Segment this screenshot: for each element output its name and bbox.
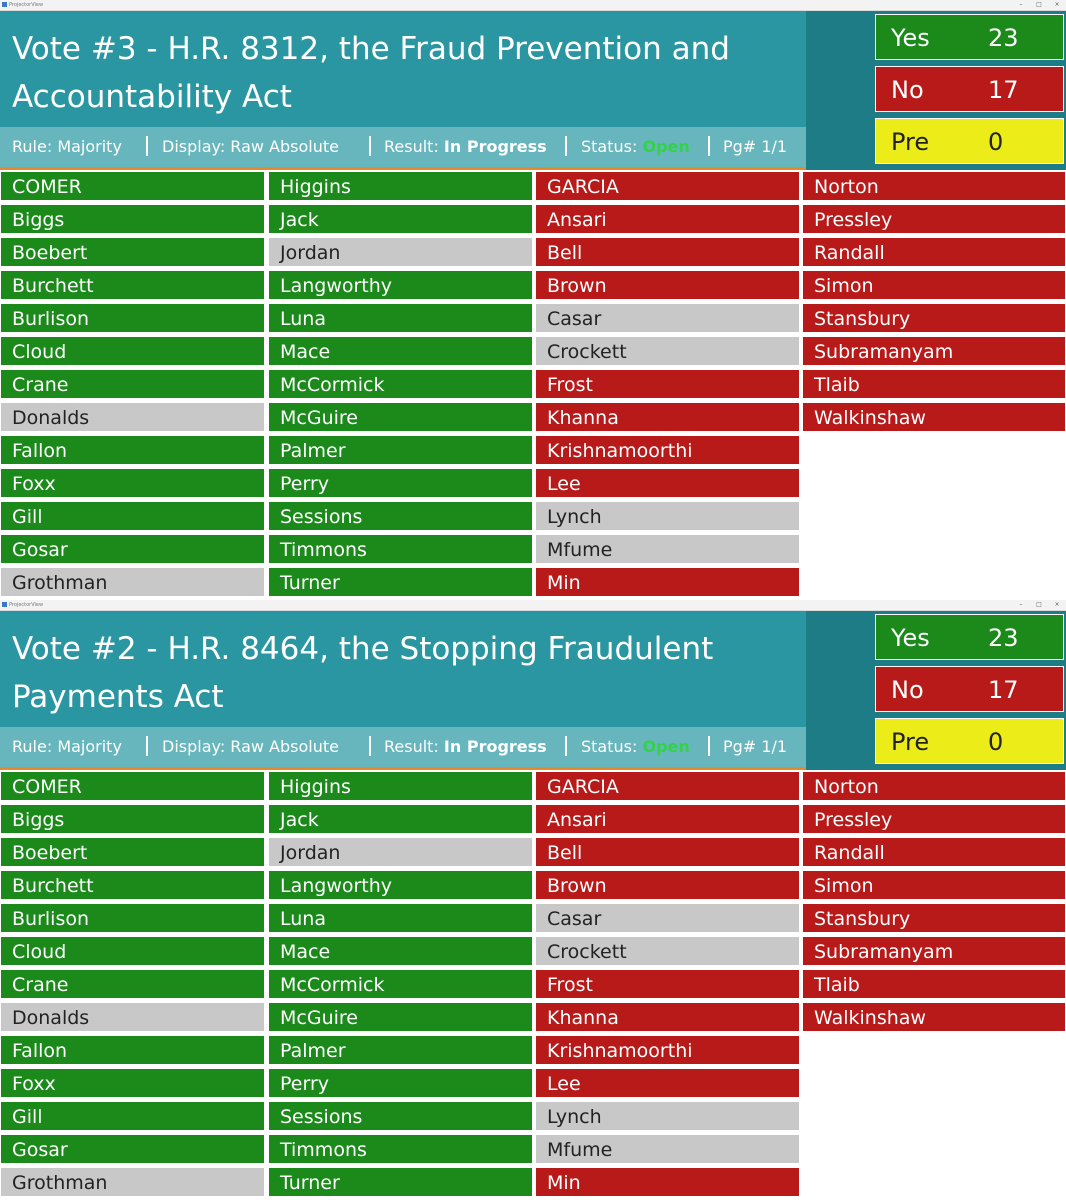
status-bar bbox=[0, 127, 806, 170]
present-tally-label: Pre bbox=[891, 728, 930, 756]
member-vote-cell: Crockett bbox=[535, 336, 800, 366]
status-separator bbox=[146, 136, 148, 156]
vote-status-info bbox=[581, 127, 690, 167]
vote-header bbox=[0, 611, 1066, 770]
status-separator bbox=[708, 136, 710, 156]
member-vote-cell: Luna bbox=[268, 303, 533, 333]
member-vote-cell: Walkinshaw bbox=[802, 1002, 1066, 1032]
window-titlebar bbox=[0, 600, 1066, 611]
member-vote-cell: McGuire bbox=[268, 402, 533, 432]
yes-tally-count: 23 bbox=[988, 24, 1019, 52]
yes-tally-label: Yes bbox=[891, 624, 930, 652]
member-vote-cell: Pressley bbox=[802, 204, 1066, 234]
member-vote-cell: Burchett bbox=[0, 270, 265, 300]
no-tally bbox=[875, 66, 1064, 112]
present-tally-count: 0 bbox=[988, 728, 1004, 756]
member-vote-cell: Higgins bbox=[268, 171, 533, 201]
member-vote-cell: Khanna bbox=[535, 1002, 800, 1032]
member-vote-cell: Mace bbox=[268, 936, 533, 966]
no-tally-count: 17 bbox=[988, 76, 1019, 104]
member-vote-cell: Palmer bbox=[268, 1035, 533, 1065]
member-vote-cell: Casar bbox=[535, 303, 800, 333]
member-vote-cell: Boebert bbox=[0, 837, 265, 867]
maximize-icon[interactable]: □ bbox=[1036, 1, 1042, 8]
member-vote-cell: Perry bbox=[268, 468, 533, 498]
status-bar bbox=[0, 727, 806, 770]
member-vote-cell: Gosar bbox=[0, 1134, 265, 1164]
member-vote-cell: Randall bbox=[802, 837, 1066, 867]
member-vote-cell: Lynch bbox=[535, 1101, 800, 1131]
status-separator bbox=[369, 136, 371, 156]
display-info bbox=[162, 127, 339, 167]
member-vote-cell: Randall bbox=[802, 237, 1066, 267]
member-vote-cell: Fallon bbox=[0, 1035, 265, 1065]
minimize-icon[interactable]: – bbox=[1019, 601, 1023, 608]
member-vote-cell: Tlaib bbox=[802, 369, 1066, 399]
member-vote-cell: Pressley bbox=[802, 804, 1066, 834]
status-label: Status: bbox=[581, 737, 638, 756]
yes-tally bbox=[875, 614, 1064, 660]
status-label: Status: bbox=[581, 137, 638, 156]
vote-window bbox=[0, 600, 1066, 1200]
yes-tally-count: 23 bbox=[988, 624, 1019, 652]
member-vote-cell: COMER bbox=[0, 171, 265, 201]
member-vote-cell: Mfume bbox=[535, 1134, 800, 1164]
status-value: Open bbox=[642, 137, 690, 156]
app-icon bbox=[2, 602, 7, 607]
member-vote-cell: McCormick bbox=[268, 369, 533, 399]
title-panel bbox=[0, 11, 806, 127]
member-vote-cell: Biggs bbox=[0, 204, 265, 234]
member-vote-cell: GARCIA bbox=[535, 171, 800, 201]
vote-header bbox=[0, 11, 1066, 170]
member-vote-cell: Brown bbox=[535, 270, 800, 300]
member-vote-cell: COMER bbox=[0, 771, 265, 801]
close-icon[interactable]: × bbox=[1054, 601, 1060, 608]
member-vote-cell: Lee bbox=[535, 468, 800, 498]
display-value: Raw Absolute bbox=[230, 737, 339, 756]
close-icon[interactable]: × bbox=[1054, 1, 1060, 8]
member-vote-cell: Mfume bbox=[535, 534, 800, 564]
member-vote-cell: Biggs bbox=[0, 804, 265, 834]
display-label: Display: bbox=[162, 137, 226, 156]
member-vote-cell: Turner bbox=[268, 1167, 533, 1197]
status-separator bbox=[708, 736, 710, 756]
display-label: Display: bbox=[162, 737, 226, 756]
member-vote-cell: Bell bbox=[535, 837, 800, 867]
member-vote-cell: Langworthy bbox=[268, 870, 533, 900]
member-vote-grid bbox=[0, 771, 1066, 1200]
member-vote-cell: McCormick bbox=[268, 969, 533, 999]
member-vote-cell: Subramanyam bbox=[802, 336, 1066, 366]
present-tally bbox=[875, 718, 1064, 764]
member-vote-cell: Perry bbox=[268, 1068, 533, 1098]
status-separator bbox=[565, 136, 567, 156]
member-vote-cell: Foxx bbox=[0, 468, 265, 498]
display-value: Raw Absolute bbox=[230, 137, 339, 156]
window-title: ProjectorView bbox=[9, 2, 44, 8]
member-vote-cell: Crane bbox=[0, 369, 265, 399]
no-tally bbox=[875, 666, 1064, 712]
member-vote-cell: Burchett bbox=[0, 870, 265, 900]
page-label: Pg# bbox=[723, 137, 757, 156]
member-vote-cell: Norton bbox=[802, 771, 1066, 801]
member-vote-cell: Min bbox=[535, 1167, 800, 1197]
member-vote-cell: Ansari bbox=[535, 804, 800, 834]
member-vote-cell: Timmons bbox=[268, 534, 533, 564]
member-vote-cell: Donalds bbox=[0, 1002, 265, 1032]
minimize-icon[interactable]: – bbox=[1019, 1, 1023, 8]
member-vote-cell: Subramanyam bbox=[802, 936, 1066, 966]
rule-label: Rule: bbox=[12, 737, 53, 756]
rule-info bbox=[12, 127, 122, 167]
vote-title: Vote #2 - H.R. 8464, the Stopping Fraudulent Payments Act bbox=[12, 631, 714, 715]
member-vote-cell: Burlison bbox=[0, 903, 265, 933]
member-vote-cell: Frost bbox=[535, 969, 800, 999]
maximize-icon[interactable]: □ bbox=[1036, 601, 1042, 608]
present-tally-label: Pre bbox=[891, 128, 930, 156]
member-vote-cell: Langworthy bbox=[268, 270, 533, 300]
member-vote-cell: Timmons bbox=[268, 1134, 533, 1164]
member-vote-cell: Mace bbox=[268, 336, 533, 366]
present-tally bbox=[875, 118, 1064, 164]
member-vote-cell: Krishnamoorthi bbox=[535, 435, 800, 465]
page-value: 1/1 bbox=[761, 137, 788, 156]
page-label: Pg# bbox=[723, 737, 757, 756]
member-vote-cell: Khanna bbox=[535, 402, 800, 432]
result-label: Result: bbox=[384, 737, 439, 756]
member-vote-cell: Luna bbox=[268, 903, 533, 933]
member-vote-cell: Lynch bbox=[535, 501, 800, 531]
member-vote-cell: Gill bbox=[0, 1101, 265, 1131]
member-vote-cell: Sessions bbox=[268, 501, 533, 531]
member-vote-cell: Jordan bbox=[268, 837, 533, 867]
member-vote-cell: Stansbury bbox=[802, 903, 1066, 933]
member-vote-cell: Simon bbox=[802, 870, 1066, 900]
result-info bbox=[384, 727, 547, 767]
member-vote-cell: Krishnamoorthi bbox=[535, 1035, 800, 1065]
member-vote-cell: Burlison bbox=[0, 303, 265, 333]
status-separator bbox=[146, 736, 148, 756]
vote-status-info bbox=[581, 727, 690, 767]
window-titlebar bbox=[0, 0, 1066, 11]
status-value: Open bbox=[642, 737, 690, 756]
member-vote-cell: Bell bbox=[535, 237, 800, 267]
member-vote-cell: Cloud bbox=[0, 336, 265, 366]
member-vote-cell: Min bbox=[535, 567, 800, 597]
member-vote-cell: Boebert bbox=[0, 237, 265, 267]
member-vote-cell: Crane bbox=[0, 969, 265, 999]
member-vote-cell: Turner bbox=[268, 567, 533, 597]
member-vote-cell: Casar bbox=[535, 903, 800, 933]
member-vote-cell: Grothman bbox=[0, 1167, 265, 1197]
member-vote-cell: Jordan bbox=[268, 237, 533, 267]
member-vote-cell: Donalds bbox=[0, 402, 265, 432]
page-info bbox=[723, 127, 787, 167]
result-label: Result: bbox=[384, 137, 439, 156]
member-vote-cell: Stansbury bbox=[802, 303, 1066, 333]
no-tally-count: 17 bbox=[988, 676, 1019, 704]
present-tally-count: 0 bbox=[988, 128, 1004, 156]
vote-title: Vote #3 - H.R. 8312, the Fraud Prevention and Accountability Act bbox=[12, 31, 730, 115]
member-vote-cell: Sessions bbox=[268, 1101, 533, 1131]
member-vote-cell: Lee bbox=[535, 1068, 800, 1098]
member-vote-cell: Walkinshaw bbox=[802, 402, 1066, 432]
member-vote-cell: Gill bbox=[0, 501, 265, 531]
member-vote-cell: Frost bbox=[535, 369, 800, 399]
member-vote-cell: Higgins bbox=[268, 771, 533, 801]
member-vote-cell: Fallon bbox=[0, 435, 265, 465]
member-vote-cell: GARCIA bbox=[535, 771, 800, 801]
member-vote-cell: Ansari bbox=[535, 204, 800, 234]
member-vote-cell: Jack bbox=[268, 804, 533, 834]
member-vote-cell: Simon bbox=[802, 270, 1066, 300]
yes-tally bbox=[875, 14, 1064, 60]
member-vote-cell: Palmer bbox=[268, 435, 533, 465]
rule-label: Rule: bbox=[12, 137, 53, 156]
rule-value: Majority bbox=[57, 737, 122, 756]
yes-tally-label: Yes bbox=[891, 24, 930, 52]
window-title: ProjectorView bbox=[9, 602, 44, 608]
result-value: In Progress bbox=[443, 137, 547, 156]
result-value: In Progress bbox=[443, 737, 547, 756]
rule-value: Majority bbox=[57, 137, 122, 156]
member-vote-cell: Grothman bbox=[0, 567, 265, 597]
member-vote-cell: Tlaib bbox=[802, 969, 1066, 999]
member-vote-cell: Gosar bbox=[0, 534, 265, 564]
member-vote-cell: Crockett bbox=[535, 936, 800, 966]
status-separator bbox=[369, 736, 371, 756]
page-value: 1/1 bbox=[761, 737, 788, 756]
display-info bbox=[162, 727, 339, 767]
app-icon bbox=[2, 2, 7, 7]
page-info bbox=[723, 727, 787, 767]
member-vote-cell: Brown bbox=[535, 870, 800, 900]
member-vote-cell: Jack bbox=[268, 204, 533, 234]
rule-info bbox=[12, 727, 122, 767]
member-vote-cell: Norton bbox=[802, 171, 1066, 201]
no-tally-label: No bbox=[891, 76, 924, 104]
member-vote-cell: Cloud bbox=[0, 936, 265, 966]
member-vote-cell: McGuire bbox=[268, 1002, 533, 1032]
status-separator bbox=[565, 736, 567, 756]
title-panel bbox=[0, 611, 806, 727]
result-info bbox=[384, 127, 547, 167]
no-tally-label: No bbox=[891, 676, 924, 704]
member-vote-cell: Foxx bbox=[0, 1068, 265, 1098]
member-vote-grid bbox=[0, 171, 1066, 600]
